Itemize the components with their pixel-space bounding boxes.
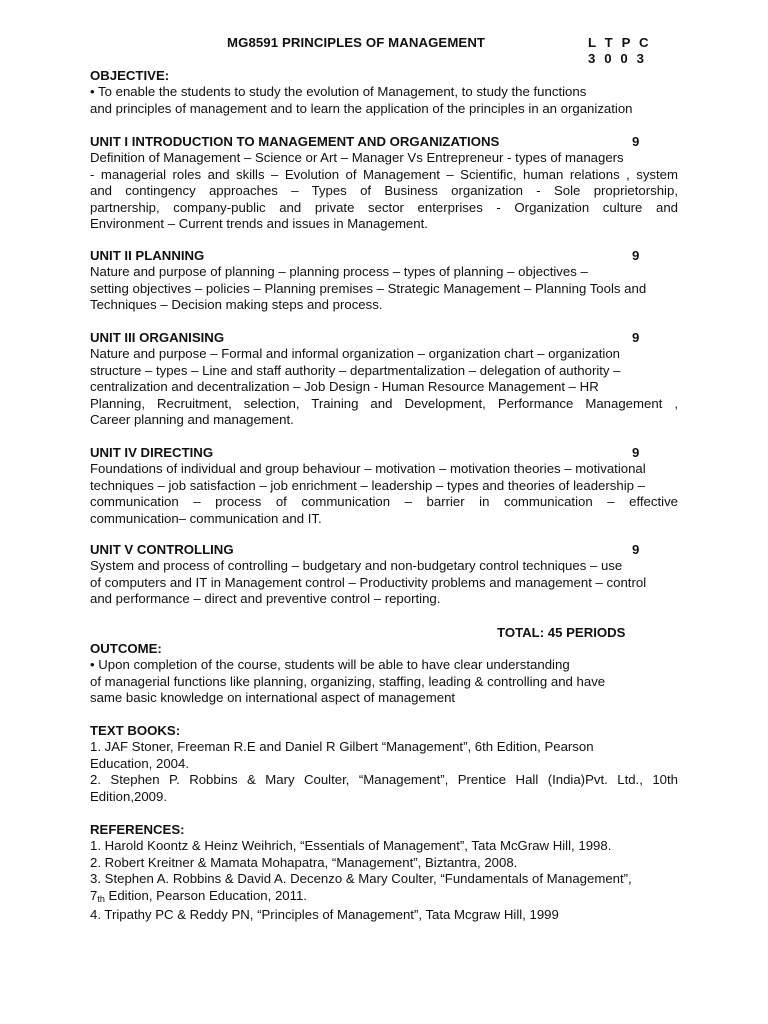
unit-hours: 9 [632,134,640,149]
unit-hours: 9 [632,445,640,460]
outcome-line: of managerial functions like planning, organizing, staffing, leading & controlling and have [90,673,606,689]
text-books-heading: TEXT BOOKS: [90,723,181,738]
text-book-line: 1. JAF Stoner, Freeman R.E and Daniel R Gilbert “Management”, 6th Edition, Pearson [90,739,594,755]
unit-line: Career planning and management. [90,412,294,428]
unit-line: Definition of Management – Science or Art – Manager Vs Entrepreneur - types of managers [90,150,624,166]
ltpc-label: L T P C [588,35,652,50]
unit-line: Foundations of individual and group behaviour – motivation – motivation theories – motivational [90,461,646,477]
reference-line: 1. Harold Koontz & Heinz Weihrich, “Essentials of Management”, Tata McGraw Hill, 1998. [90,838,612,854]
outcome-line: • Upon completion of the course, students will be able to have clear understanding [90,657,570,673]
objective-heading: OBJECTIVE: [90,68,170,83]
unit-title: UNIT I INTRODUCTION TO MANAGEMENT AND ORGANIZATIONS [90,134,500,149]
unit-4-section [90,445,678,527]
header [90,35,678,66]
reference-line: 2. Robert Kreitner & Mamata Mohapatra, “Management”, Biztantra, 2008. [90,854,518,870]
unit-line: setting objectives – policies – Planning premises – Strategic Management – Planning Tools and [90,280,647,296]
unit-line: techniques – job satisfaction – job enrichment – leadership – types and theories of leadership – [90,477,645,493]
unit-line: Environment – Current trends and issues in Management. [90,216,428,232]
reference-line [90,888,678,907]
unit-line: - managerial roles and skills – Evolution of Management – Scientific, human relations , system [90,166,678,182]
text-books-section [90,723,678,805]
unit-hours: 9 [632,330,640,345]
unit-line: communication– communication and IT. [90,510,322,526]
unit-heading [90,445,678,461]
unit-title: UNIT IV DIRECTING [90,445,214,460]
unit-line: and contingency approaches – Types of Business organization - Sole proprietorship, [90,183,678,199]
unit-line: Planning, Recruitment, selection, Training and Development, Performance Management , [90,395,678,411]
unit-title: UNIT II PLANNING [90,248,205,263]
course-title: MG8591 PRINCIPLES OF MANAGEMENT [227,35,486,50]
references-heading: REFERENCES: [90,822,185,837]
unit-heading [90,542,678,558]
unit-line: Nature and purpose of planning – planning process – types of planning – objectives – [90,264,588,280]
unit-line: and performance – direct and preventive control – reporting. [90,591,441,607]
syllabus-page [90,35,678,923]
edition-number: 7 [90,887,98,903]
edition-suffix: th [97,893,105,904]
unit-line: Nature and purpose – Formal and informal organization – organization chart – organization [90,346,621,362]
outcome-line: same basic knowledge on international aspect of management [90,690,456,706]
unit-hours: 9 [632,248,640,263]
unit-heading [90,248,678,264]
text-book-line: Education, 2004. [90,755,189,771]
edition-rest: Edition, Pearson Education, 2011. [104,887,307,903]
text-book-line: Edition,2009. [90,788,167,804]
outcome-section [90,641,678,707]
unit-line: Techniques – Decision making steps and process. [90,297,383,313]
outcome-heading: OUTCOME: [90,641,162,656]
unit-line: of computers and IT in Management control – Productivity problems and management – control [90,574,647,590]
text-book-line: 2. Stephen P. Robbins & Mary Coulter, “Management”, Prentice Hall (India)Pvt. Ltd., 10th [90,772,678,788]
unit-line: structure – types – Line and staff authority – departmentalization – delegation of authority – [90,362,621,378]
unit-line: partnership, company-public and private sector enterprises - Organization culture and [90,199,678,215]
total-periods: TOTAL: 45 PERIODS [497,625,626,640]
unit-3-section [90,330,678,428]
unit-title: UNIT III ORGANISING [90,330,225,345]
objective-line: • To enable the students to study the evolution of Management, to study the functions [90,84,587,100]
ltpc-values: 3 0 0 3 [588,51,647,66]
unit-2-section [90,248,678,314]
unit-line: centralization and decentralization – Job Design - Human Resource Management – HR [90,379,599,395]
objective-section [90,68,678,117]
unit-heading [90,134,678,150]
unit-heading [90,330,678,346]
reference-line: 3. Stephen A. Robbins & David A. Decenzo & Mary Coulter, “Fundamentals of Management”, [90,871,632,887]
unit-line: communication – process of communication – barrier in communication – effective [90,494,678,510]
unit-hours: 9 [632,542,640,557]
unit-1-section [90,134,678,232]
unit-5-section [90,542,678,608]
references-section [90,822,678,923]
reference-line: 4. Tripathy PC & Reddy PN, “Principles of Management”, Tata Mcgraw Hill, 1999 [90,907,559,923]
objective-line: and principles of management and to learn the application of the principles in an organization [90,100,633,116]
unit-line: System and process of controlling – budgetary and non-budgetary control techniques – use [90,558,623,574]
unit-title: UNIT V CONTROLLING [90,542,234,557]
